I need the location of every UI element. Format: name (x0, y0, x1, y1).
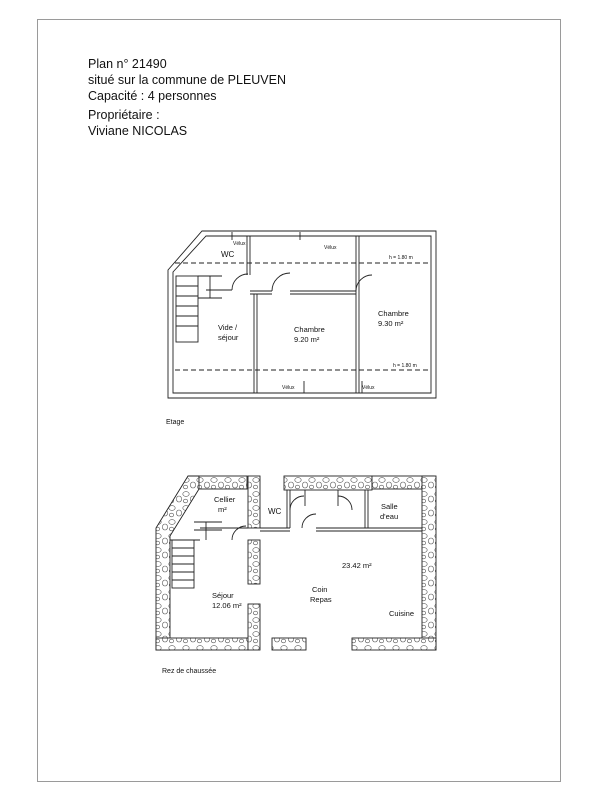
sejour-area: 12.06 m² (212, 601, 242, 610)
etage-wc-label: WC (221, 250, 235, 259)
salle-eau-line2: d'eau (380, 512, 399, 521)
sejour-name: Séjour (212, 591, 234, 600)
stone-wall-cellier (248, 476, 260, 528)
vide-sejour-line2: séjour (218, 333, 239, 342)
velux-label: Vélux (233, 241, 246, 247)
plan-commune: situé sur la commune de PLEUVEN (88, 73, 287, 87)
stone-wall-bottom-right (352, 638, 436, 650)
stone-wall-left (156, 476, 199, 650)
coin-repas-line2: Repas (310, 595, 332, 604)
velux-label: Vélux (282, 385, 295, 391)
salle-eau-line1: Salle (381, 502, 398, 511)
vide-sejour-line1: Vide / (218, 323, 238, 332)
velux-label: Vélux (324, 245, 337, 251)
owner-label: Propriétaire : (88, 108, 160, 122)
stone-wall-right (422, 476, 436, 650)
stone-wall-bottom-left (156, 638, 248, 650)
chambre1-area: 9.20 m² (294, 335, 320, 344)
etage-caption: Etage (166, 419, 185, 426)
chambre1-name: Chambre (294, 325, 325, 334)
chambre2-name: Chambre (378, 309, 409, 318)
stone-wall-top-left (199, 476, 247, 489)
velux-label: Vélux (362, 385, 375, 391)
stone-wall-bottom-mid (248, 604, 260, 650)
cellier-area: m² (218, 505, 227, 514)
cuisine-label: Cuisine (389, 609, 415, 618)
owner-name: Viviane NICOLAS (88, 124, 188, 138)
rdc-wc-label: WC (268, 507, 282, 516)
cellier-name: Cellier (214, 495, 236, 504)
plan-number: Plan n° 21490 (88, 57, 167, 71)
stone-wall-bottom-center (272, 638, 306, 650)
rdc-caption: Rez de chaussée (162, 668, 217, 675)
plan-capacity: Capacité : 4 personnes (88, 89, 217, 103)
chambre2-area: 9.30 m² (378, 319, 404, 328)
height-note-bottom: h = 1.80 m (393, 363, 417, 369)
main-room-area: 23.42 m² (342, 561, 372, 570)
stone-wall-pier (248, 540, 260, 584)
coin-repas-line1: Coin (312, 585, 328, 594)
height-note-top: h = 1.80 m (389, 255, 413, 261)
stone-wall-top-mid (284, 476, 372, 490)
